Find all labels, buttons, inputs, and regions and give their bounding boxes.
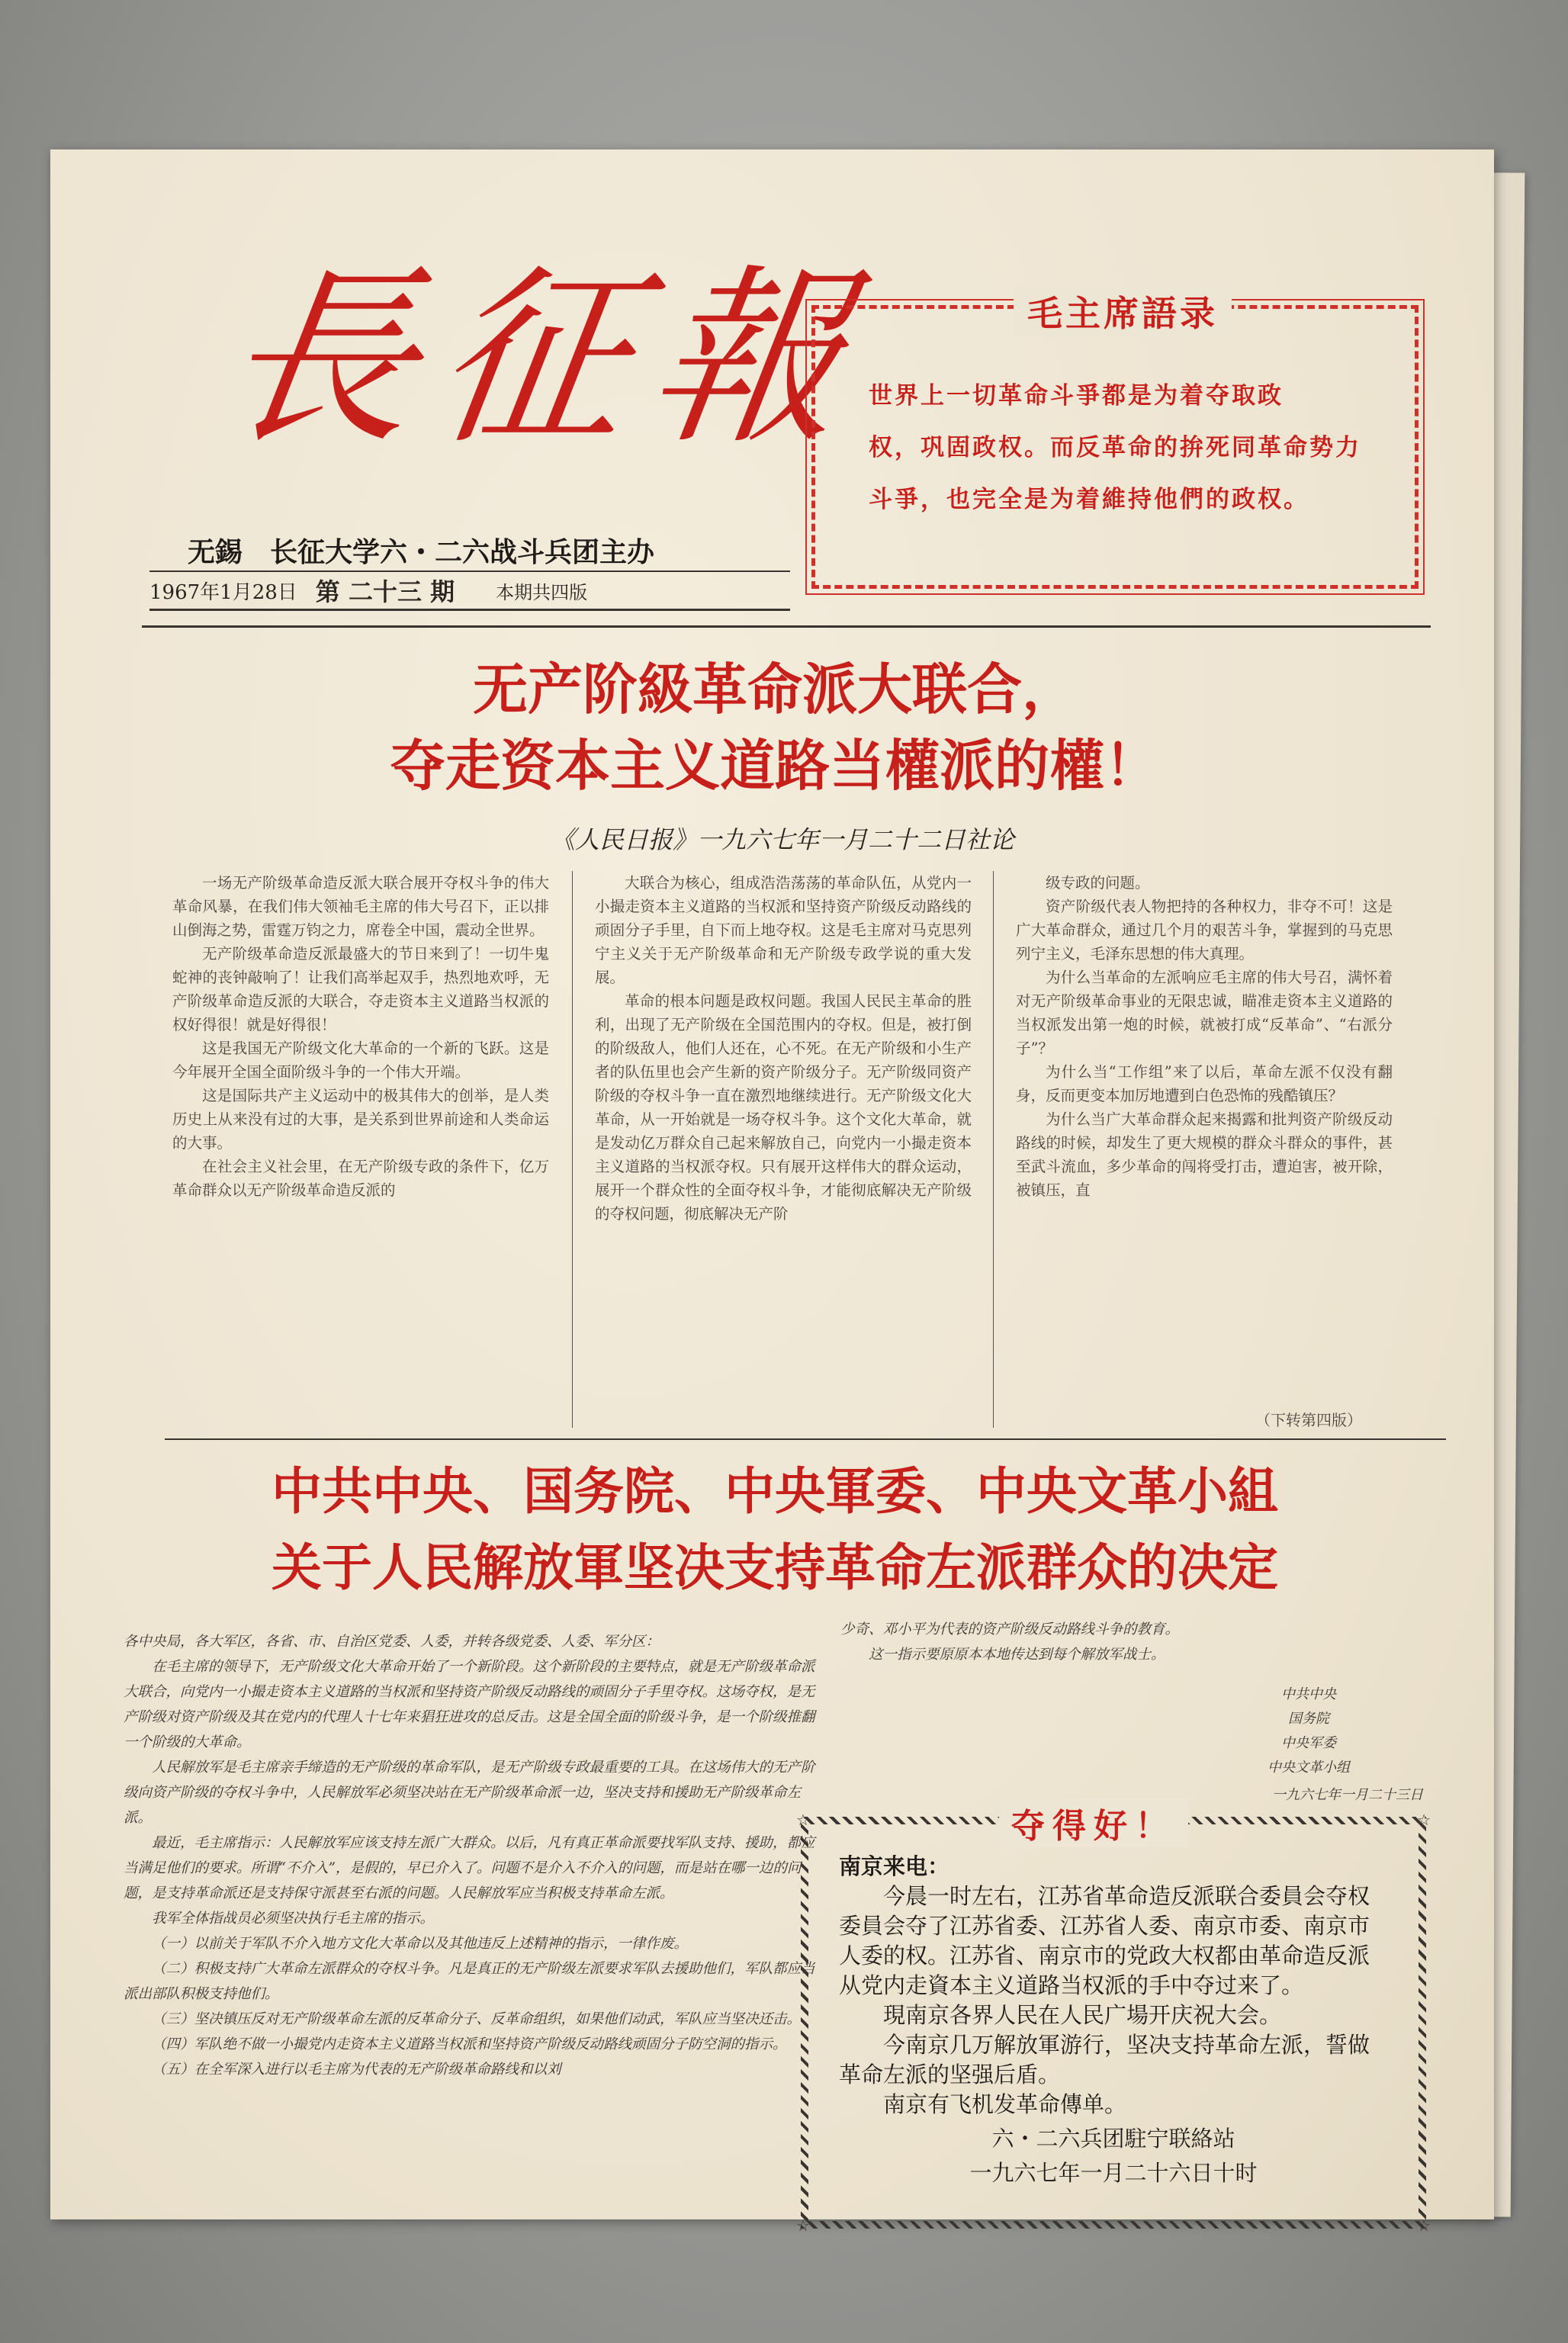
page-count: 本期共四版: [496, 581, 588, 603]
paragraph: 级专政的问题。: [1046, 874, 1150, 892]
editorial-column-1: [172, 871, 549, 1202]
bulletin-lead: 南京来电：: [839, 1853, 950, 1879]
column-divider: [993, 871, 994, 1428]
signer: 中共中央: [1281, 1686, 1336, 1702]
editorial-headline-line: 无产阶級革命派大联合，: [472, 657, 1077, 722]
quotation-title: 毛主席語录: [1014, 286, 1232, 336]
paragraph: （四）军队绝不做一小撮党内走资本主义道路当权派和坚持资产阶级反动路线顽固分子防空洞的指示。: [152, 2036, 787, 2052]
paragraph: 人民解放军是毛主席亲手缔造的无产阶级的革命军队，是无产阶级专政最重要的工具。在这场伟大的无产阶级向资产阶级的夺权斗争中，人民解放军必须坚决站在无产阶级革命派一边，坚决支持和援助无产阶级革命左派。: [124, 1760, 815, 1826]
paragraph: 为什么当广大革命群众起来揭露和批判资产阶级反动路线的时候，却发生了更大规模的群众斗群众的事件，甚至武斗流血，多少革命的闯将受打击，遭迫害，被开除，被镇压，直: [1016, 1110, 1393, 1199]
masthead-char: 長: [209, 248, 455, 470]
publisher-line: 无錫 长征大学六・二六战斗兵团主办: [188, 537, 655, 568]
paragraph: 最近，毛主席指示：人民解放军应该支持左派广大群众。以后，凡有真正革命派要找军队支持、援助，都应当满足他们的要求。所谓“不介入”，是假的，早已介入了。问题不是介入不介入的问题，而是站在哪一边的问题，是支持革命派还是支持保守派甚至右派的问题。人民解放军应当积极支持革命左派。: [124, 1835, 815, 1901]
paragraph: 少奇、邓小平为代表的资产阶级反动路线斗争的教育。: [840, 1621, 1180, 1638]
newspaper-page: [50, 149, 1494, 2235]
decision-signers: [1194, 1683, 1423, 1808]
signed-date: 一九六七年一月二十三日: [1272, 1787, 1423, 1803]
bulletin-signature-date: 一九六七年一月二十六日十时: [969, 2160, 1258, 2186]
paragraph: 为什么当“工作组”来了以后，革命左派不仅没有翻身，反而更变本加厉地遭到白色恐怖的残酷镇压？: [1016, 1063, 1393, 1104]
paragraph: 这是我国无产阶级文化大革命的一个新的飞跃。这是今年展开全国全面阶级斗争的一个伟大开端。: [172, 1040, 549, 1081]
paragraph: 今晨一时左右，江苏省革命造反派联合委員会夺权委員会夺了江苏省委、江苏省人委、南京市委、南京市人委的权。江苏省、南京市的党政大权都由革命造反派从党内走資本主义道路当权派的手中夺过来了。: [839, 1883, 1370, 1998]
quotation-line: 权，巩固政权。而反革命的拚死同革命势力: [869, 434, 1361, 461]
star-ornament-icon: ☆: [1417, 2216, 1431, 2235]
paragraph: 我军全体指战员必须坚决执行毛主席的指示。: [152, 1911, 435, 1927]
editorial-column-3: [1016, 871, 1393, 1202]
issue-number: 第 二十三 期: [315, 577, 455, 606]
paragraph: 一场无产阶级革命造反派大联合展开夺权斗争的伟大革命风暴，在我们伟大领袖毛主席的伟大号召下，正以排山倒海之势，雷霆万钧之力，席卷全中国，震动全世界。: [172, 874, 549, 939]
bulletin-body: [839, 1852, 1388, 2188]
editorial-headline: [165, 651, 1385, 804]
section-rule: [165, 1438, 1446, 1440]
decision-headline-line: 关于人民解放軍坚决支持革命左派群众的决定: [272, 1538, 1278, 1597]
bulletin-signature-org: 六・二六兵团駐宁联絡站: [991, 2126, 1235, 2152]
column-divider: [572, 871, 573, 1428]
bulletin-title: 夺得好！: [999, 1798, 1188, 1847]
paragraph: 革命的根本问题是政权问题。我国人民民主革命的胜利，出现了无产阶级在全国范围内的夺权。但是，被打倒的阶级敌人，他们人还在，心不死。在无产阶级和小生产者的队伍里也会产生新的资产阶级分子。无产阶级同资产阶级的夺权斗争一直在激烈地继续进行。无产阶级文化大革命，从一开始就是一场夺权斗争。这个文化大革命，就是发动亿万群众自己起来解放自己，向党内一小撮走资本主义道路的当权派夺权。只有展开这样伟大的群众运动，展开一个群众性的全面夺权斗争，才能彻底解决无产阶级的夺权问题，彻底解决无产阶: [595, 992, 972, 1223]
star-ornament-icon: ☆: [796, 2216, 810, 2235]
signer: 国务院: [1288, 1711, 1329, 1727]
paragraph: 各中央局，各大军区，各省、市、自治区党委、人委，并转各级党委、人委、军分区：: [124, 1634, 660, 1650]
decision-continuation: [840, 1617, 1435, 1667]
quotation-line: 斗爭，也完全是为着維持他們的政权。: [869, 486, 1309, 513]
masthead-char: 報: [636, 248, 882, 470]
paragraph: 这一指示要原原本本地传达到每个解放军战士。: [869, 1647, 1165, 1663]
issue-date: 1967年1月28日: [149, 580, 297, 604]
editorial-byline: 《人民日报》一九六七年一月二十二日社论: [550, 825, 1014, 854]
paragraph: （一）以前关于军队不介入地方文化大革命以及其他违反上述精神的指示，一律作废。: [152, 1936, 689, 1952]
paragraph: 南京有飞机发革命傳单。: [883, 2091, 1127, 2117]
dateline: [149, 570, 790, 611]
paragraph: 资产阶级代表人物把持的各种权力，非夺不可！这是广大革命群众，通过几个月的艰苦斗争，掌握到的马克思列宁主义，毛泽东思想的伟大真理。: [1016, 898, 1393, 963]
quotation-line: 世界上一切革命斗爭都是为着夺取政: [869, 382, 1284, 410]
paragraph: 在社会主义社会里，在无产阶级专政的条件下，亿万革命群众以无产阶级革命造反派的: [172, 1158, 549, 1199]
editorial-column-2: [595, 871, 972, 1226]
bulletin-box: [796, 1807, 1431, 2235]
paragraph: 在毛主席的领导下，无产阶级文化大革命开始了一个新阶段。这个新阶段的主要特点，就是无产阶级革命派大联合，向党内一小撮走资本主义道路的当权派和坚持资产阶级反动路线的顽固分子手里夺权。这场夺权，是无产阶级对资产阶级及其在党内的代理人十七年来猖狂进攻的总反击。这是全国全面的阶级斗争，是一个阶级推翻一个阶级的大革命。: [124, 1659, 815, 1750]
paragraph: 为什么当革命的左派响应毛主席的伟大号召，满怀着对无产阶级革命事业的无限忠诚，瞄准走资本主义道路的当权派发出第一炮的时候，就被打成“反革命”、“右派分子”？: [1016, 969, 1393, 1057]
masthead-char: 征: [423, 248, 668, 470]
paragraph: 現南京各界人民在人民广場开庆祝大会。: [883, 2002, 1282, 2028]
paragraph: 今南京几万解放軍游行，坚决支持革命左派，誓做革命左派的坚强后盾。: [839, 2032, 1370, 2087]
quotation-box: [811, 293, 1419, 589]
paragraph: 大联合为核心，组成浩浩荡荡的革命队伍，从党内一小撮走资本主义道路的当权派和坚持资产阶级反动路线的顽固分子手里，自下而上地夺权。这是毛主席对马克思列宁主义关于无产阶级革命和无产阶级专政学说的重大发展。: [595, 874, 972, 986]
section-rule: [142, 625, 1431, 628]
paragraph: （三）坚决镇压反对无产阶级革命左派的反革命分子、反革命组织，如果他们动武，军队应当坚决还击。: [152, 2011, 802, 2027]
signer: 中央文革小组: [1268, 1760, 1350, 1776]
signer: 中央军委: [1281, 1735, 1336, 1751]
decision-headline: [165, 1454, 1385, 1606]
decision-body: [124, 1629, 825, 2082]
paragraph: 无产阶级革命造反派最盛大的节日来到了！一切牛鬼蛇神的丧钟敲响了！让我们高举起双手，热烈地欢呼，无产阶级革命造反派的大联合，夺走资本主义道路当权派的权好得很！就是好得很！: [172, 945, 549, 1033]
star-ornament-icon: ☆: [796, 1811, 810, 1829]
editorial-headline-line: 夺走资本主义道路当權派的權！: [390, 734, 1159, 798]
continued-notice: （下转第四版）: [1255, 1411, 1362, 1429]
star-ornament-icon: ☆: [1417, 1811, 1431, 1829]
paragraph: 这是国际共产主义运动中的极其伟大的创举，是人类历史上从来没有过的大事，是关系到世界前途和人类命运的大事。: [172, 1087, 549, 1152]
paragraph: （五）在全军深入进行以毛主席为代表的无产阶级革命路线和以刘: [152, 2062, 561, 2078]
paragraph: （二）积极支持广大革命左派群众的夺权斗争。凡是真正的无产阶级左派要求军队去援助他们，军队都应当派出部队积极支持他们。: [124, 1961, 815, 2002]
quotation-text: [869, 370, 1380, 525]
decision-headline-line: 中共中央、国务院、中央軍委、中央文革小組: [272, 1462, 1278, 1521]
